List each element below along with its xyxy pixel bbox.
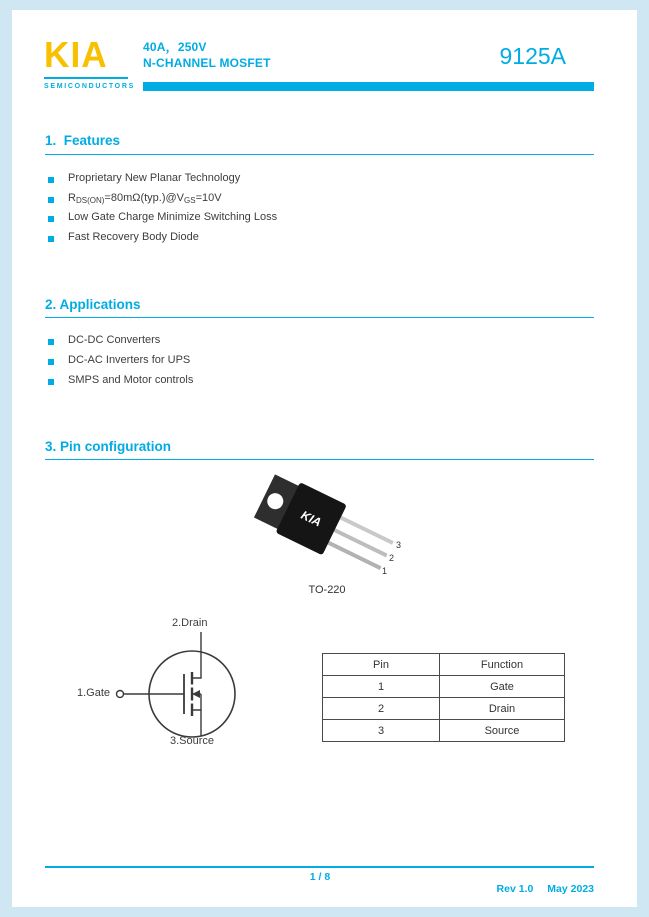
table-row: [323, 698, 565, 720]
function-column-header: Function: [440, 654, 565, 676]
application-item-label: DC-AC Inverters for UPS: [68, 354, 191, 366]
function-cell: Drain: [440, 698, 565, 720]
brand-logo-rule: [44, 77, 128, 79]
table-row: [323, 676, 565, 698]
applications-heading: 2. Applications: [45, 297, 141, 312]
applications-rule: [45, 317, 594, 318]
brand-logo: KIA: [44, 34, 108, 75]
application-item-label: DC-DC Converters: [68, 334, 161, 346]
feature-item-label: Fast Recovery Body Diode: [68, 231, 199, 243]
source-lead: [192, 710, 201, 736]
bullet-icon: [48, 177, 54, 183]
lead-number-3: 3: [396, 540, 402, 550]
pin-cell: 3: [323, 720, 440, 742]
lead-number-2: 2: [389, 553, 395, 563]
features-rule: [45, 154, 594, 155]
application-item-label: SMPS and Motor controls: [68, 374, 194, 386]
product-type: N-CHANNEL MOSFET: [143, 56, 271, 70]
source-label: 3.Source: [170, 735, 215, 747]
bullet-icon: [48, 339, 54, 345]
gate-terminal-circle: [117, 691, 124, 698]
footer-rule: [45, 866, 594, 868]
bullet-icon: [48, 216, 54, 222]
lead-number-1: 1: [382, 566, 388, 576]
package-logo-text: KIA: [298, 507, 324, 530]
pin-function-table: [322, 653, 565, 742]
features-heading: 1. Features: [45, 133, 121, 148]
table-header-row: [323, 654, 565, 676]
to220-package-image: [248, 468, 406, 594]
drain-label: 2.Drain: [172, 617, 208, 629]
pin-configuration-rule: [45, 459, 594, 460]
function-cell: Source: [440, 720, 565, 742]
feature-item-label: Proprietary New Planar Technology: [68, 172, 241, 184]
bullet-icon: [48, 236, 54, 242]
function-cell: Gate: [440, 676, 565, 698]
feature-item-label: Low Gate Charge Minimize Switching Loss: [68, 211, 278, 223]
bullet-icon: [48, 379, 54, 385]
gate-label: 1.Gate: [77, 687, 111, 699]
revision-label: Rev 1.0: [496, 883, 534, 895]
page-number: 1 / 8: [309, 871, 331, 883]
pin-cell: 2: [323, 698, 440, 720]
pin-column-header: Pin: [323, 654, 440, 676]
drain-lead: [192, 632, 201, 678]
pin-configuration-heading: 3. Pin configuration: [45, 439, 172, 454]
bullet-icon: [48, 197, 54, 203]
header-accent-bar: [143, 82, 594, 91]
product-rating: 40A，250V: [143, 40, 207, 54]
pin-cell: 1: [323, 676, 440, 698]
bullet-icon: [48, 359, 54, 365]
feature-item-label: RDS(ON)=80mΩ(typ.)@VGS=10V: [68, 192, 222, 205]
brand-logo-subtext: SEMICONDUCTORS: [44, 83, 135, 90]
revision-date: May 2023: [547, 883, 594, 895]
mosfet-symbol: [100, 632, 290, 754]
table-row: [323, 720, 565, 742]
revision-info: [430, 871, 594, 907]
package-name-label: TO-220: [308, 584, 346, 596]
part-number: 9125A: [499, 43, 566, 69]
